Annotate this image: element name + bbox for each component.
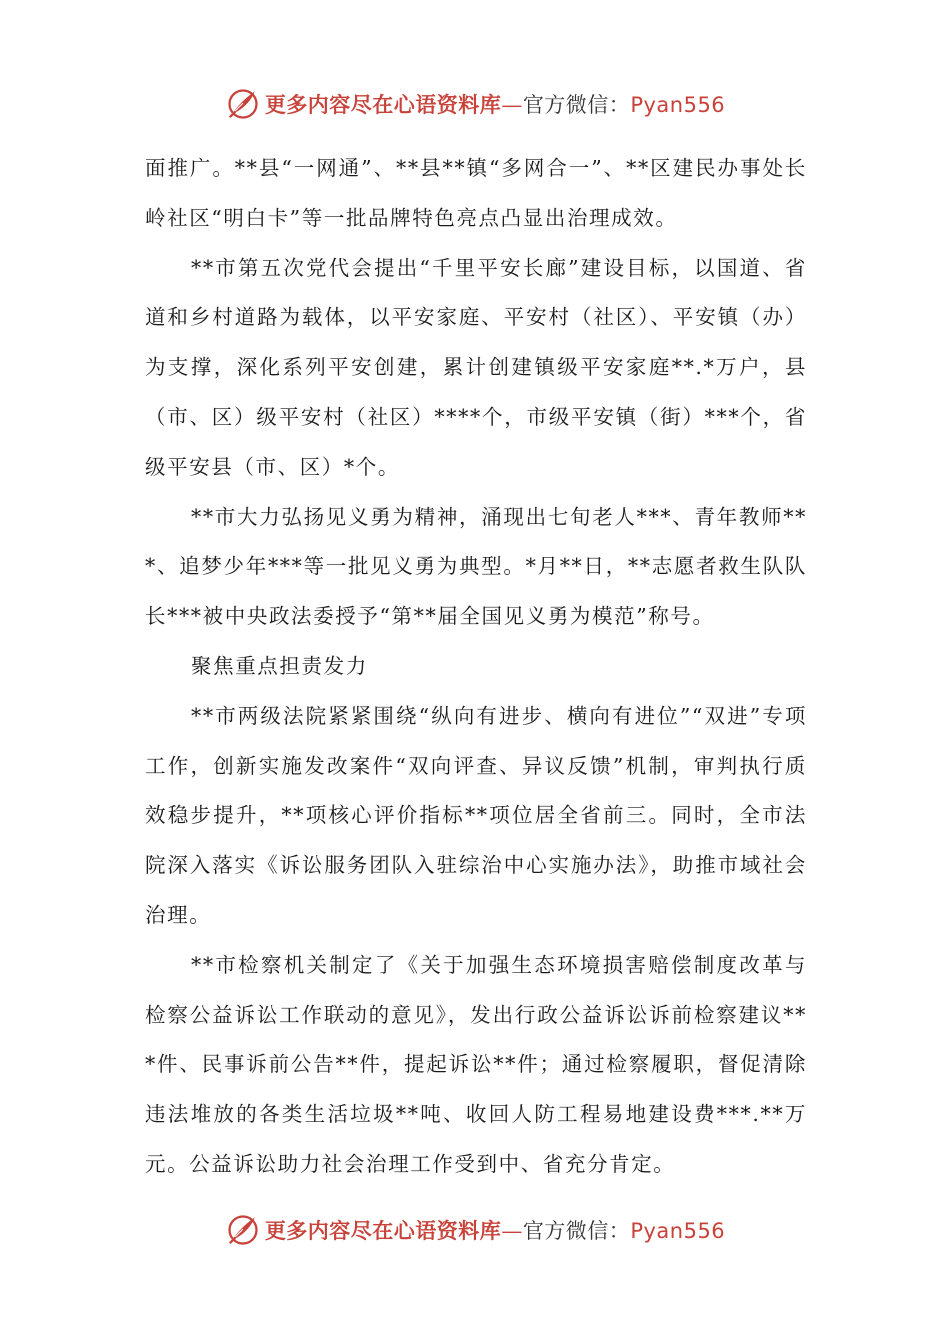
- header-banner-text: [265, 89, 725, 119]
- paragraph-continuation: 面推广。**县“一网通”、**县**镇“多网合一”、**区建民办事处长岭社区“明白卡”等一批品牌特色亮点凸显出治理成效。: [145, 156, 807, 230]
- header-banner-wechat-id: Pyan556: [630, 93, 726, 117]
- paragraph-heroic-acts: **市大力弘扬见义勇为精神，涌现出七旬老人***、青年教师***、追梦少年***等一批见义勇为典型。*月**日，**志愿者救生队队长***被中央政法委授予“第**届全国见义勇为模范”称号。: [145, 504, 807, 629]
- footer-banner-text: [265, 1215, 725, 1245]
- header-banner-lead: 更多内容尽在心语资料库: [264, 92, 502, 117]
- section-heading: 聚焦重点担责发力: [191, 653, 368, 678]
- header-banner-content: [225, 86, 725, 122]
- header-banner: [0, 82, 950, 126]
- footer-banner-lead: 更多内容尽在心语资料库: [264, 1218, 502, 1243]
- header-banner-dash: —: [501, 93, 523, 117]
- footer-banner-dash: —: [501, 1219, 523, 1243]
- quill-logo-icon: [225, 1212, 261, 1248]
- footer-banner-content: [225, 1212, 725, 1248]
- footer-banner-official: 官方微信：: [522, 1219, 631, 1243]
- footer-banner-wechat-id: Pyan556: [630, 1219, 726, 1243]
- paragraph-safe-corridor: **市第五次党代会提出“千里平安长廊”建设目标，以国道、省道和乡村道路为载体，以平安家庭、平安村（社区）、平安镇（办）为支撑，深化系列平安创建，累计创建镇级平安家庭**.*万户，县（市、区）级平安村（社区）****个，市级平安镇（街）***个，省级平安县（市、区）*个。: [145, 255, 807, 479]
- footer-banner: [0, 1208, 950, 1252]
- quill-logo-icon: [225, 86, 261, 122]
- document-body: [145, 144, 807, 1190]
- paragraph-courts: **市两级法院紧紧围绕“纵向有进步、横向有进位”“双进”专项工作，创新实施发改案件“双向评查、异议反馈”机制，审判执行质效稳步提升，**项核心评价指标**项位居全省前三。同时，全市法院深入落实《诉讼服务团队入驻综治中心实施办法》，助推市域社会治理。: [145, 703, 807, 927]
- header-banner-official: 官方微信：: [522, 93, 631, 117]
- paragraph-procuratorate: **市检察机关制定了《关于加强生态环境损害赔偿制度改革与检察公益诉讼工作联动的意见》，发出行政公益诉讼诉前检察建议***件、民事诉前公告**件，提起诉讼**件；通过检察履职，督促清除违法堆放的各类生活垃圾**吨、收回人防工程易地建设费***.**万元。公益诉讼助力社会治理工作受到中、省充分肯定。: [145, 952, 807, 1176]
